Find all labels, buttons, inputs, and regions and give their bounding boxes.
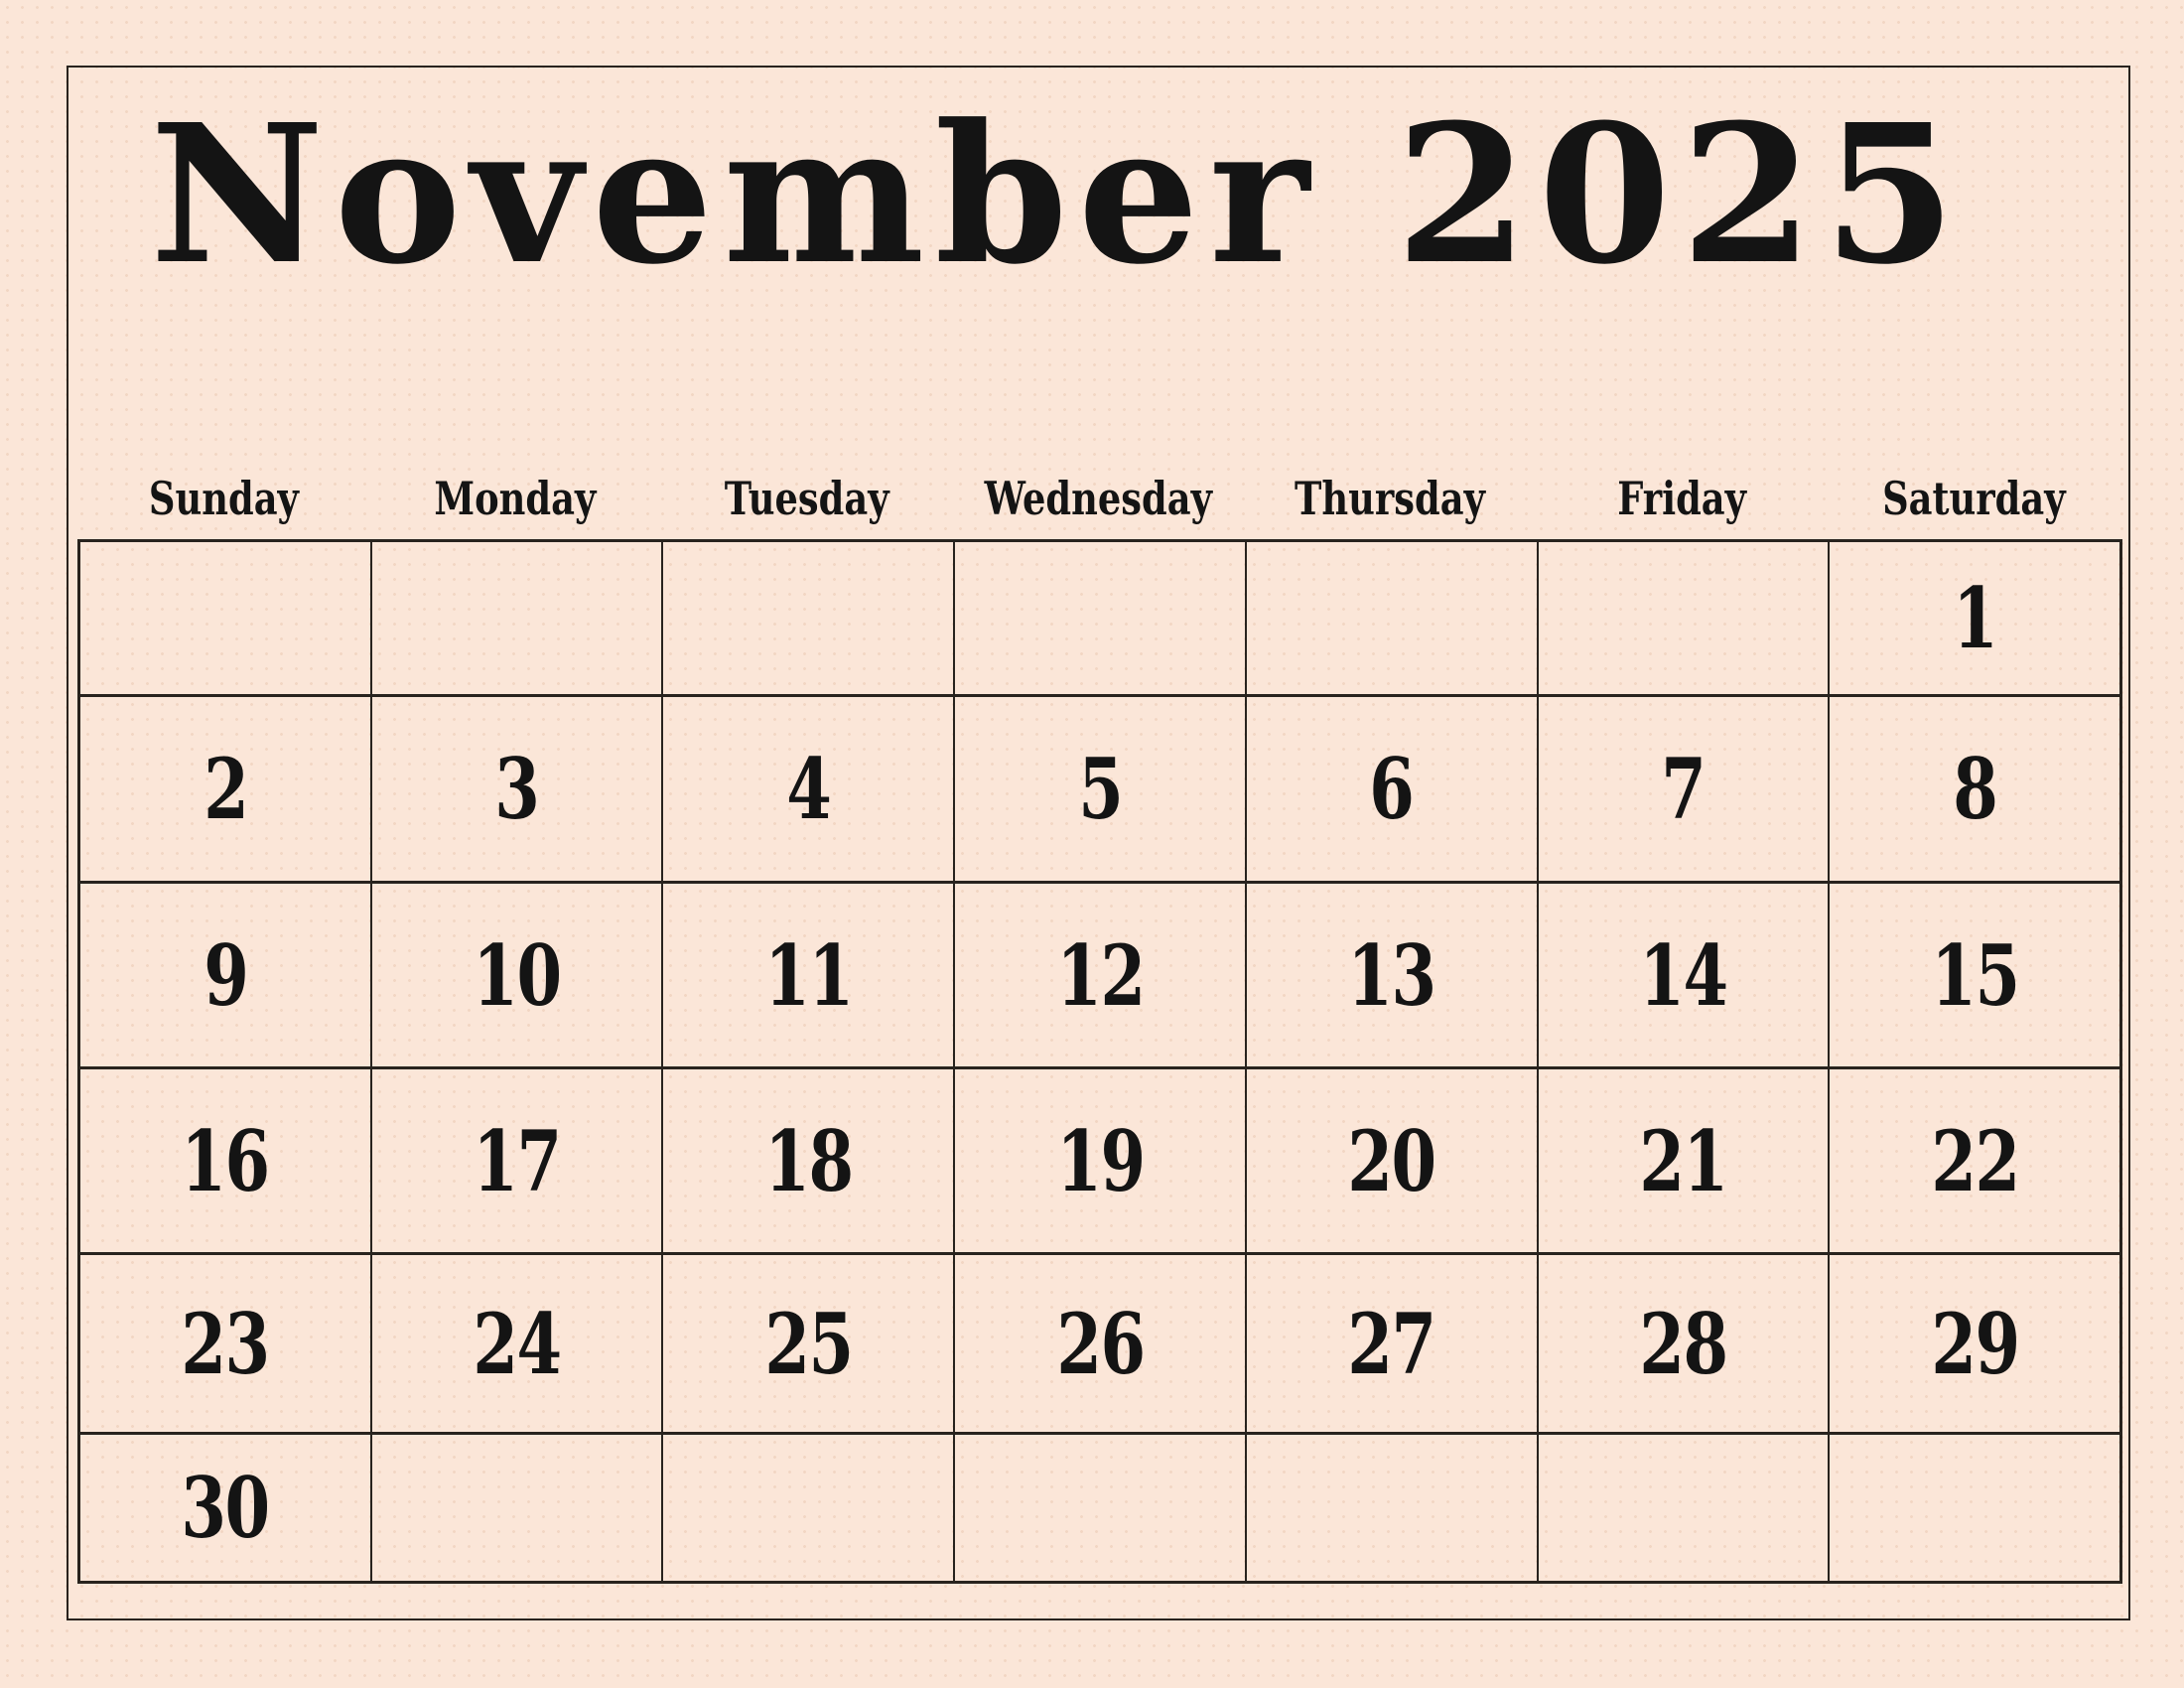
day-cell — [663, 1069, 953, 1252]
day-cell-empty — [955, 542, 1245, 694]
weekday-label-monday — [369, 467, 661, 530]
day-cell — [955, 884, 1245, 1066]
day-number: 19 — [1055, 1111, 1145, 1210]
day-cell — [1830, 884, 2119, 1066]
day-number: 9 — [203, 925, 247, 1025]
weekday-header-row — [77, 467, 2119, 530]
page-title: November 2025 — [150, 83, 1967, 307]
day-cell — [1247, 1069, 1537, 1252]
day-cell — [1539, 884, 1829, 1066]
day-cell — [372, 884, 662, 1066]
day-number: 26 — [1055, 1294, 1145, 1393]
day-cell — [1539, 1069, 1829, 1252]
day-cell — [372, 1255, 662, 1432]
day-cell — [1830, 1069, 2119, 1252]
day-cell — [80, 1255, 370, 1432]
day-number: 25 — [764, 1294, 853, 1393]
day-cell-empty — [80, 542, 370, 694]
day-number: 3 — [494, 740, 539, 838]
day-number: 4 — [786, 740, 831, 838]
day-cell — [1830, 1255, 2119, 1432]
weekday-text: Friday — [1617, 472, 1747, 525]
weekday-text: Thursday — [1295, 472, 1486, 525]
day-cell — [1830, 542, 2119, 694]
weekday-label-wednesday — [953, 467, 1245, 530]
day-cell-empty — [663, 1435, 953, 1581]
day-cell — [955, 1069, 1245, 1252]
day-cell — [1247, 697, 1537, 881]
day-cell — [80, 1435, 370, 1581]
day-cell — [1247, 884, 1537, 1066]
day-number: 8 — [1953, 740, 1997, 838]
day-number: 21 — [1639, 1111, 1727, 1210]
weekday-label-friday — [1536, 467, 1828, 530]
weekday-text: Saturday — [1881, 472, 2066, 525]
day-cell — [372, 1069, 662, 1252]
day-cell — [80, 884, 370, 1066]
day-cell — [1539, 697, 1829, 881]
day-number: 7 — [1661, 740, 1706, 838]
day-cell — [80, 697, 370, 881]
day-number: 5 — [1077, 740, 1123, 838]
day-cell — [80, 1069, 370, 1252]
day-cell — [663, 697, 953, 881]
day-number: 14 — [1639, 925, 1727, 1025]
day-number: 18 — [764, 1111, 853, 1210]
day-cell — [372, 697, 662, 881]
day-number: 22 — [1931, 1111, 2019, 1210]
calendar-frame — [67, 66, 2130, 1620]
day-cell — [955, 697, 1245, 881]
weekday-label-saturday — [1828, 467, 2119, 530]
day-cell-empty — [955, 1435, 1245, 1581]
day-number: 20 — [1347, 1111, 1435, 1210]
day-cell-empty — [663, 542, 953, 694]
day-cell — [1539, 1255, 1829, 1432]
day-number: 1 — [1953, 569, 1997, 667]
day-number: 10 — [473, 925, 561, 1025]
day-cell — [663, 884, 953, 1066]
day-number: 17 — [473, 1111, 561, 1210]
weekday-text: Sunday — [148, 472, 299, 525]
day-cell — [955, 1255, 1245, 1432]
day-number: 23 — [181, 1294, 269, 1393]
day-cell — [663, 1255, 953, 1432]
day-number: 13 — [1347, 925, 1435, 1025]
day-cell-empty — [1247, 1435, 1537, 1581]
day-number: 12 — [1055, 925, 1145, 1025]
day-cell — [1247, 1255, 1537, 1432]
day-number: 30 — [181, 1459, 269, 1557]
day-number: 2 — [203, 740, 247, 838]
day-cell-empty — [1539, 1435, 1829, 1581]
weekday-text: Tuesday — [724, 472, 889, 525]
weekday-label-tuesday — [661, 467, 953, 530]
day-cell-empty — [372, 542, 662, 694]
day-cell-empty — [1830, 1435, 2119, 1581]
day-number: 15 — [1931, 925, 2019, 1025]
weekday-text: Wednesday — [984, 472, 1213, 525]
weekday-label-thursday — [1244, 467, 1536, 530]
day-number: 29 — [1931, 1294, 2019, 1393]
day-number: 24 — [473, 1294, 561, 1393]
title-band — [150, 56, 1966, 336]
calendar-grid — [77, 539, 2122, 1584]
day-number: 16 — [181, 1111, 269, 1210]
day-number: 28 — [1639, 1294, 1727, 1393]
day-number: 6 — [1369, 740, 1414, 838]
day-cell-empty — [372, 1435, 662, 1581]
weekday-text: Monday — [434, 472, 597, 525]
day-cell-empty — [1247, 542, 1537, 694]
weekday-label-sunday — [77, 467, 369, 530]
day-number: 11 — [764, 925, 853, 1025]
day-cell-empty — [1539, 542, 1829, 694]
day-cell — [1830, 697, 2119, 881]
day-number: 27 — [1347, 1294, 1435, 1393]
